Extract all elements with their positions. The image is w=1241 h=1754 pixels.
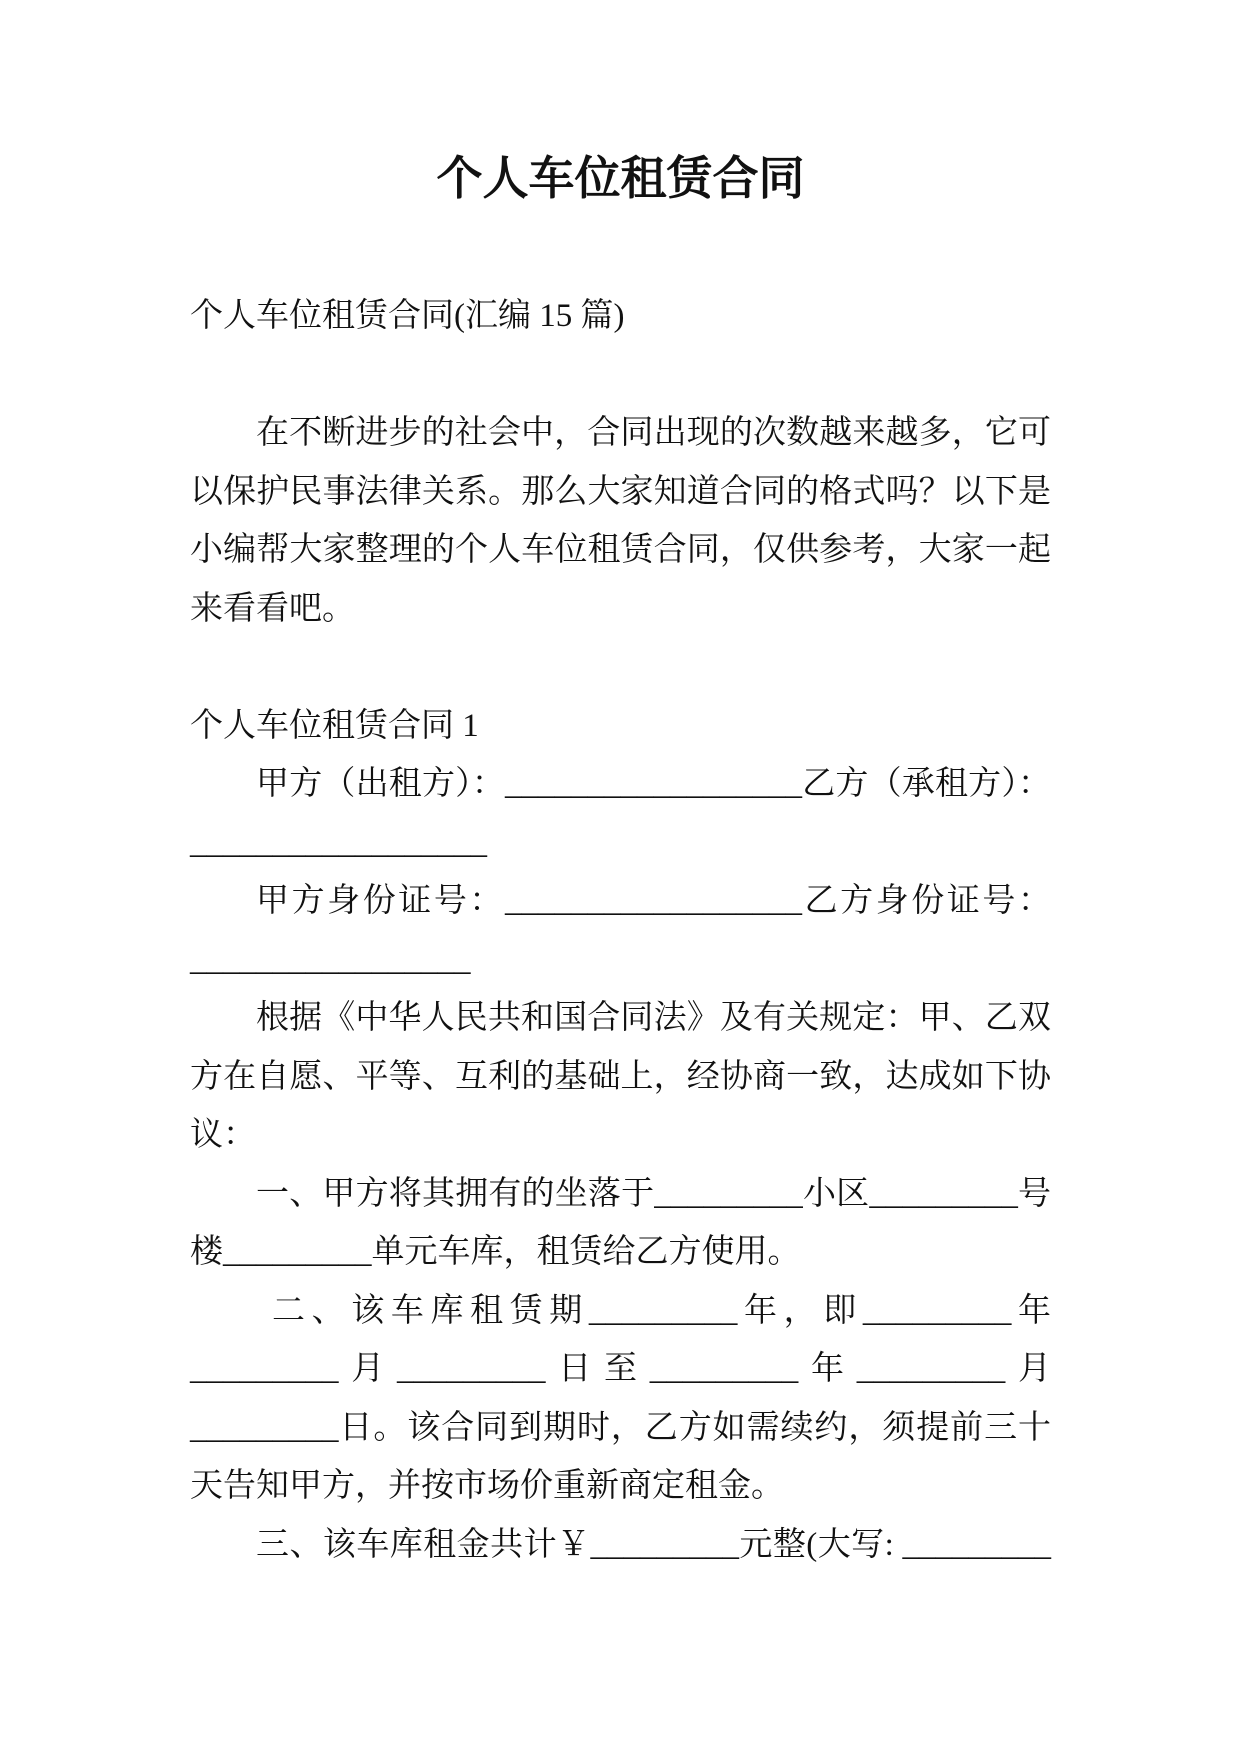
clause-1-line: 一、甲方将其拥有的坐落于_________小区_________号 (256, 1175, 1051, 1212)
intro-paragraph-line: 以保护民事法律关系。那么大家知道合同的格式吗？以下是 (190, 473, 1051, 510)
intro-paragraph-line: 在不断进步的社会中，合同出现的次数越来越多，它可 (256, 415, 1051, 451)
intro-paragraph (190, 404, 1051, 638)
contract-section (190, 697, 1051, 1575)
preamble-line: 方在自愿、平等、互利的基础上，经协商一致，达成如下协 (190, 1058, 1051, 1095)
document-title: 个人车位租赁合同 (436, 153, 805, 204)
paragraph-spacer (190, 346, 1051, 405)
party-names-line: 甲方（出租方）：__________________乙方（承租方）： (256, 766, 1051, 802)
paragraph-spacer (190, 638, 1051, 697)
clause-2-line: _________日。该合同到期时，乙方如需续约，须提前三十 (190, 1409, 1051, 1446)
clause-2-line: _________月_________日至_________年_________月 (190, 1351, 1051, 1387)
party-id-blank: _________________ (190, 941, 471, 978)
contract-heading: 个人车位租赁合同 1 (190, 707, 479, 744)
document-body (190, 287, 1051, 1574)
intro-paragraph-line: 小编帮大家整理的个人车位租赁合同，仅供参考，大家一起 (190, 532, 1051, 568)
clause-1-line: 楼_________单元车库，租赁给乙方使用。 (190, 1234, 801, 1270)
party-id-line: 甲方身份证号：__________________乙方身份证号： (256, 883, 1051, 919)
intro-paragraph-line: 来看看吧。 (190, 590, 355, 627)
clause-2-line: 天告知甲方，并按市场价重新商定租金。 (190, 1468, 784, 1504)
party-names-blank: __________________ (190, 824, 487, 861)
preamble-line: 根据《中华人民共和国合同法》及有关规定：甲、乙双 (256, 1000, 1051, 1036)
clause-3-line: 三、该车库租金共计￥_________元整(大写: _________ (256, 1526, 1051, 1563)
document-subtitle: 个人车位租赁合同(汇编 15 篇) (190, 298, 625, 334)
clause-2-line: 二、该车库租赁期_________年，即_________年 (272, 1292, 1051, 1329)
preamble-line: 议： (190, 1117, 256, 1153)
